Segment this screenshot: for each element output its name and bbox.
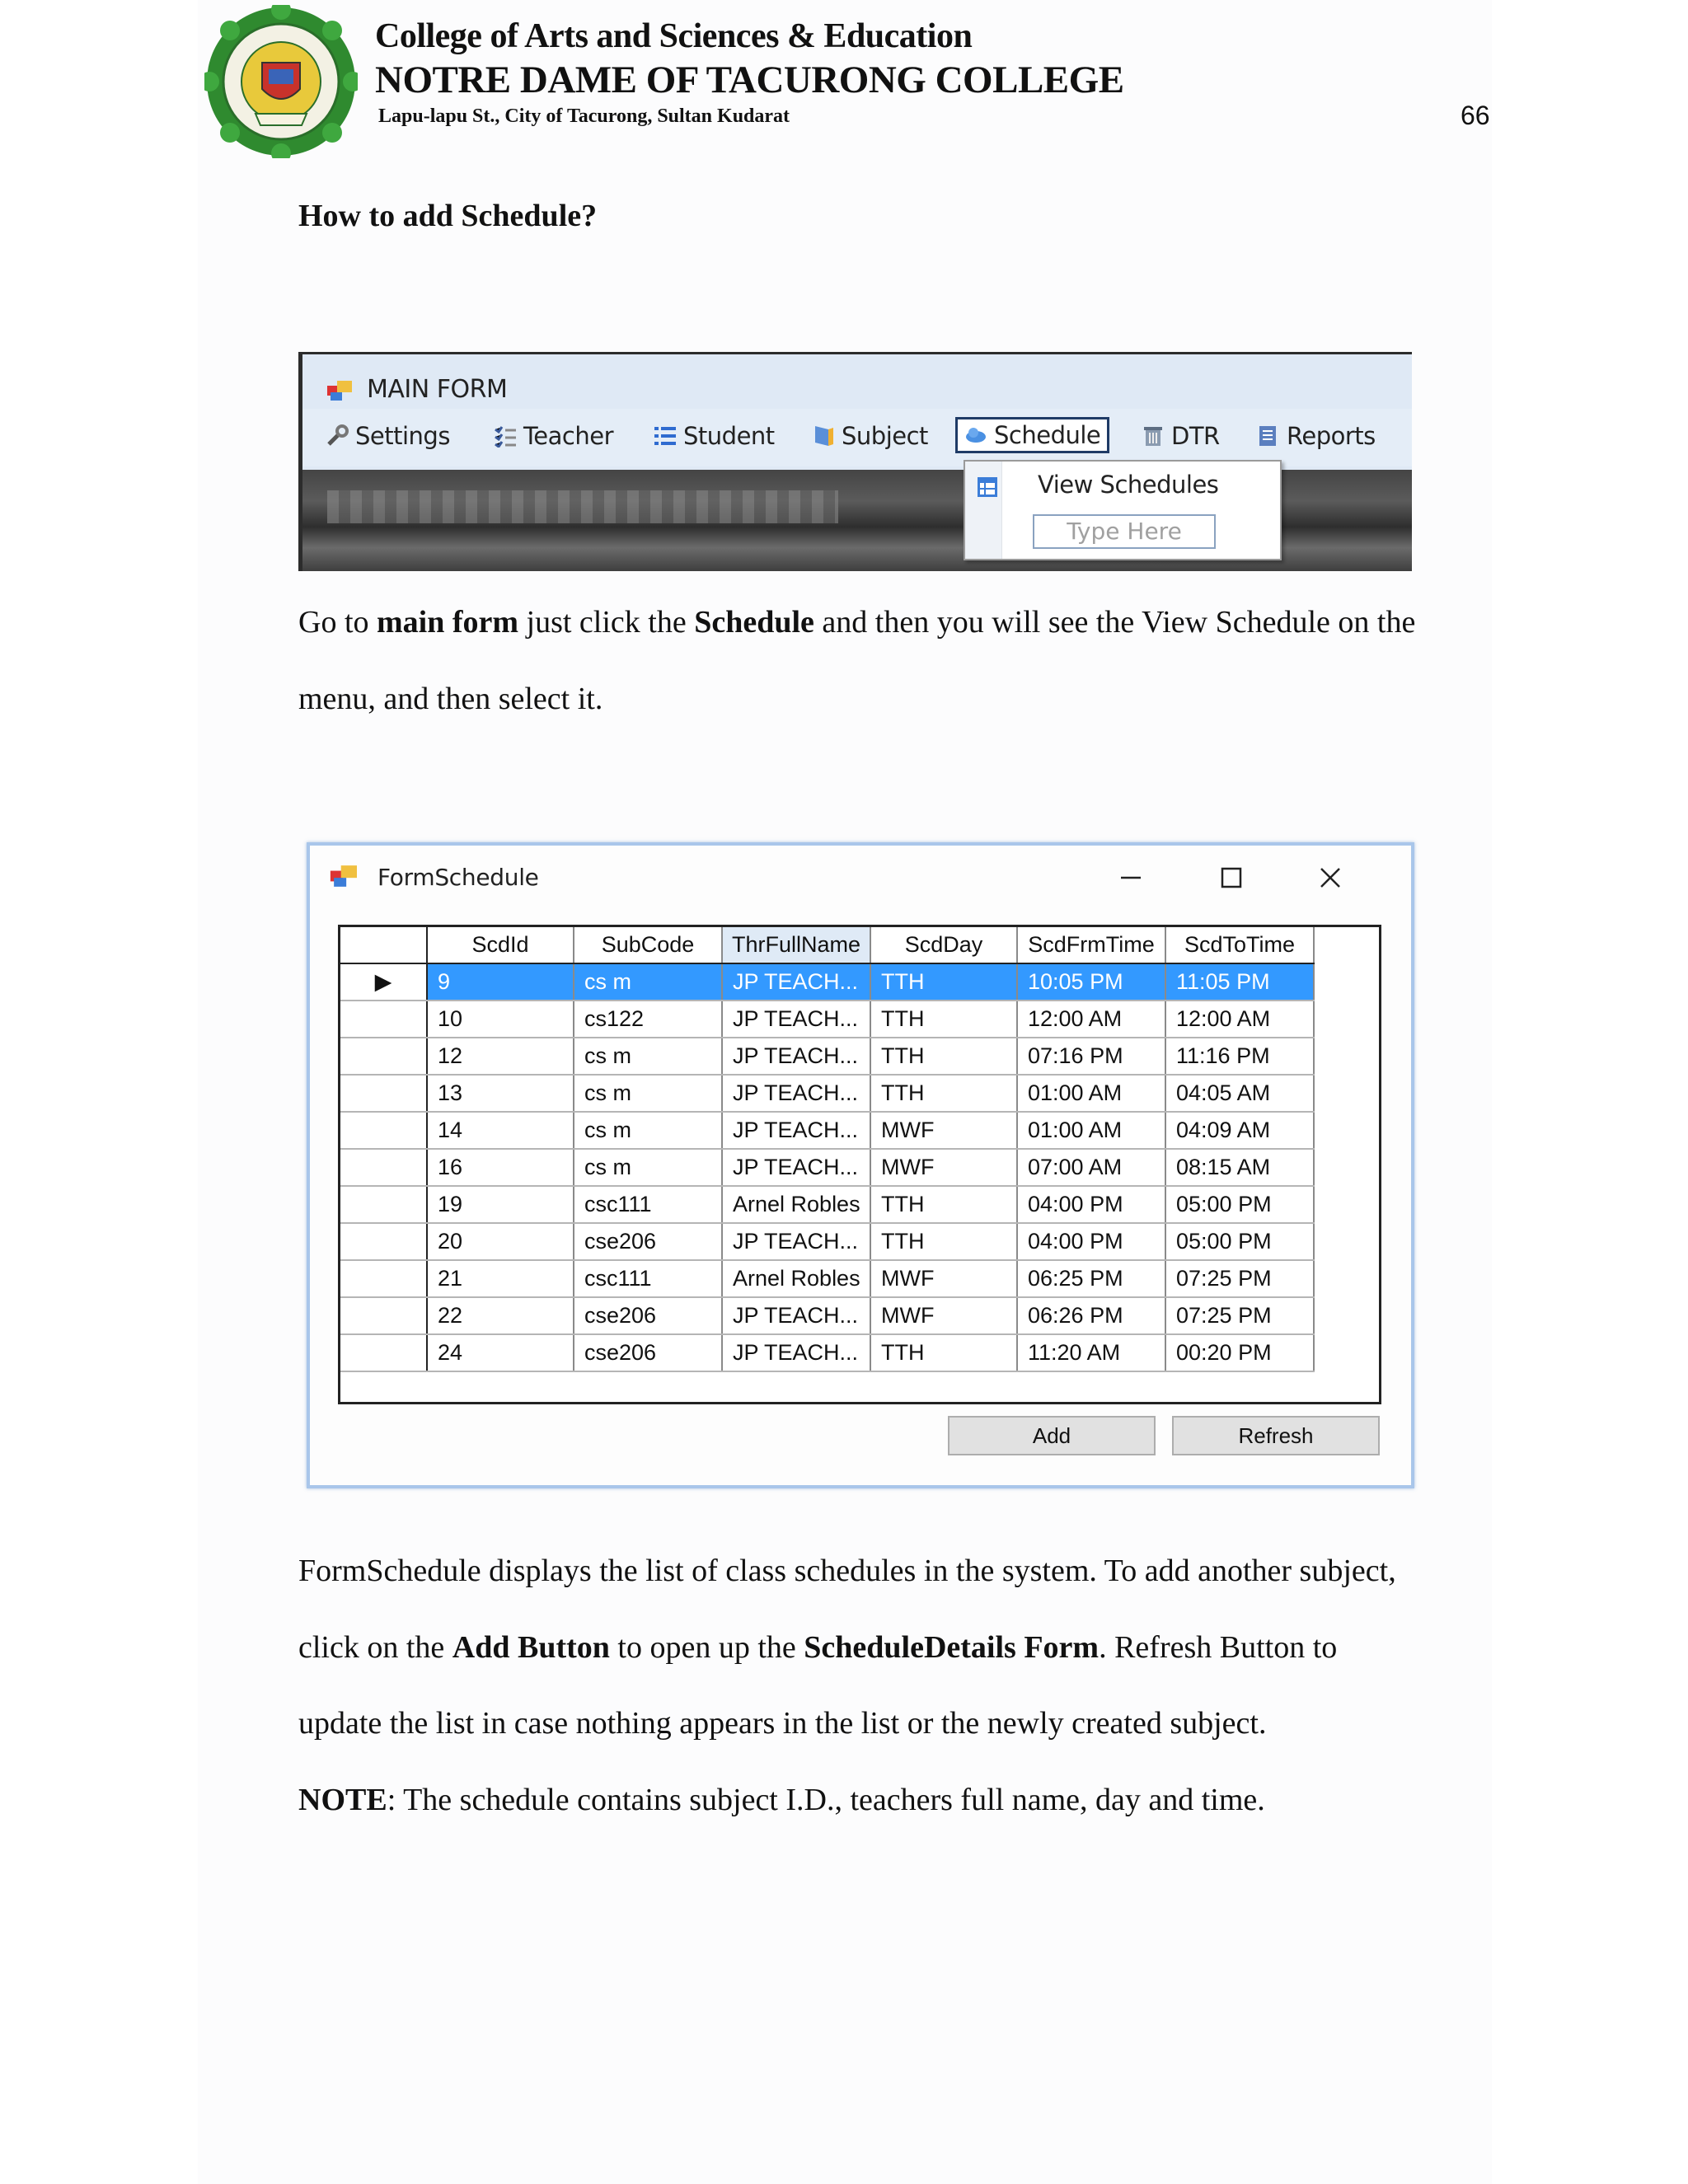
cell-subcode[interactable]: cs m xyxy=(574,1075,722,1112)
cell-scdid[interactable]: 14 xyxy=(427,1112,574,1149)
cell-scdid[interactable]: 10 xyxy=(427,1001,574,1038)
cell-scdid[interactable]: 13 xyxy=(427,1075,574,1112)
column-header-subcode[interactable]: SubCode xyxy=(574,927,722,963)
close-icon xyxy=(1320,867,1341,888)
background-photo-detail xyxy=(327,490,838,523)
menu-dtr-label: DTR xyxy=(1171,422,1220,450)
cell-scdtotime[interactable]: 08:15 AM xyxy=(1165,1149,1314,1186)
menu-schedule-label: Schedule xyxy=(994,421,1101,449)
column-header-scdday[interactable]: ScdDay xyxy=(870,927,1017,963)
cell-thrfullname[interactable]: Arnel Robles xyxy=(722,1186,870,1223)
view-schedules-item[interactable]: View Schedules xyxy=(1038,471,1219,499)
list-icon xyxy=(654,424,677,448)
bold-text: main form xyxy=(377,605,519,640)
cell-scdid[interactable]: 12 xyxy=(427,1038,574,1075)
cell-thrfullname[interactable]: Arnel Robles xyxy=(722,1260,870,1297)
text: and then you will see the View Schedule on the xyxy=(814,605,1416,640)
menu-settings[interactable] xyxy=(326,420,450,452)
text: just click the xyxy=(518,605,695,640)
bold-text: Add Button xyxy=(452,1630,610,1665)
cell-scdday[interactable]: MWF xyxy=(870,1112,1017,1149)
cell-thrfullname[interactable]: JP TEACH... xyxy=(722,1075,870,1112)
cell-scdfrmtime[interactable]: 11:20 AM xyxy=(1017,1334,1165,1371)
cell-scdday[interactable]: TTH xyxy=(870,1334,1017,1371)
window-title: FormSchedule xyxy=(377,864,539,891)
table-row[interactable] xyxy=(340,1334,1314,1371)
cell-scdfrmtime[interactable]: 07:16 PM xyxy=(1017,1038,1165,1075)
college-seal-icon xyxy=(204,5,358,158)
cell-subcode[interactable]: cse206 xyxy=(574,1223,722,1260)
app-window-icon xyxy=(327,379,354,402)
header-row xyxy=(340,927,1314,963)
letterhead-college-name: NOTRE DAME OF TACURONG COLLEGE xyxy=(375,59,1124,101)
table-row[interactable] xyxy=(340,1260,1314,1297)
close-button[interactable] xyxy=(1306,857,1355,898)
cell-thrfullname[interactable]: JP TEACH... xyxy=(722,1297,870,1334)
trash-can-icon xyxy=(1142,424,1165,448)
wrench-icon xyxy=(326,424,349,448)
cell-thrfullname[interactable]: JP TEACH... xyxy=(722,1223,870,1260)
row-header[interactable] xyxy=(340,1112,427,1149)
cell-scdday[interactable]: TTH xyxy=(870,1001,1017,1038)
cell-scdtotime[interactable]: 04:05 AM xyxy=(1165,1075,1314,1112)
paragraph-2-line-3: update the list in case nothing appears in the list or the newly created subject. xyxy=(298,1706,1267,1741)
paragraph-2-line-1: FormSchedule displays the list of class schedules in the system. To add another subject, xyxy=(298,1554,1396,1588)
text: Go to xyxy=(298,605,377,640)
row-header[interactable] xyxy=(340,1038,427,1075)
cell-subcode[interactable]: cs m xyxy=(574,1149,722,1186)
cell-scdfrmtime[interactable]: 10:05 PM xyxy=(1017,963,1165,1001)
cell-thrfullname[interactable]: JP TEACH... xyxy=(722,1112,870,1149)
cell-scdid[interactable]: 16 xyxy=(427,1149,574,1186)
letterhead-college-unit: College of Arts and Sciences & Education xyxy=(375,17,973,55)
table-row[interactable] xyxy=(340,1149,1314,1186)
bold-text: Schedule xyxy=(694,605,814,640)
row-header[interactable] xyxy=(340,1001,427,1038)
row-header[interactable] xyxy=(340,1186,427,1223)
cell-thrfullname[interactable]: JP TEACH... xyxy=(722,963,870,1001)
cell-scdid[interactable]: 20 xyxy=(427,1223,574,1260)
column-header-thrfullname[interactable]: ThrFullName xyxy=(722,927,870,963)
cell-scdfrmtime[interactable]: 12:00 AM xyxy=(1017,1001,1165,1038)
row-header[interactable] xyxy=(340,1297,427,1334)
row-header[interactable] xyxy=(340,1075,427,1112)
menu-bar xyxy=(302,409,1412,466)
cell-scdtotime[interactable]: 07:25 PM xyxy=(1165,1297,1314,1334)
table-row[interactable] xyxy=(340,1297,1314,1334)
paragraph-1-line-1 xyxy=(298,604,1415,640)
cell-scdfrmtime[interactable]: 04:00 PM xyxy=(1017,1223,1165,1260)
cell-scdfrmtime[interactable]: 01:00 AM xyxy=(1017,1112,1165,1149)
note-label: NOTE xyxy=(298,1783,387,1817)
cell-scdday[interactable]: MWF xyxy=(870,1260,1017,1297)
menu-reports-label: Reports xyxy=(1287,422,1376,450)
row-header[interactable] xyxy=(340,1149,427,1186)
text: . Refresh Button to xyxy=(1099,1630,1338,1665)
menu-schedule[interactable] xyxy=(955,417,1109,453)
cell-scdday[interactable]: TTH xyxy=(870,1223,1017,1260)
cell-scdtotime[interactable]: 05:00 PM xyxy=(1165,1186,1314,1223)
menu-dtr[interactable] xyxy=(1142,420,1220,452)
cell-scdday[interactable]: MWF xyxy=(870,1149,1017,1186)
row-header[interactable] xyxy=(340,1334,427,1371)
cell-subcode[interactable]: cse206 xyxy=(574,1297,722,1334)
page-number: 66 xyxy=(1461,101,1490,130)
table-row[interactable] xyxy=(340,963,1314,1001)
row-header-corner xyxy=(340,927,427,963)
table-row[interactable] xyxy=(340,1186,1314,1223)
cell-scdid[interactable]: 22 xyxy=(427,1297,574,1334)
cell-subcode[interactable]: cs m xyxy=(574,1112,722,1149)
maximize-button[interactable] xyxy=(1207,857,1256,898)
cell-scdfrmtime[interactable]: 06:25 PM xyxy=(1017,1260,1165,1297)
cell-scdid[interactable]: 21 xyxy=(427,1260,574,1297)
main-form-screenshot xyxy=(298,352,1412,571)
cell-subcode[interactable]: cse206 xyxy=(574,1334,722,1371)
cell-scdtotime[interactable]: 12:00 AM xyxy=(1165,1001,1314,1038)
menu-subject[interactable] xyxy=(812,420,928,452)
minimize-icon xyxy=(1120,867,1142,888)
menu-teacher[interactable] xyxy=(494,420,613,452)
menu-reports[interactable] xyxy=(1257,420,1376,452)
table-icon xyxy=(977,476,998,498)
cell-scdid[interactable]: 19 xyxy=(427,1186,574,1223)
cell-scdfrmtime[interactable]: 01:00 AM xyxy=(1017,1075,1165,1112)
letterhead-address: Lapu-lapu St., City of Tacurong, Sultan Kudarat xyxy=(378,105,790,127)
cell-scdtotime[interactable]: 00:20 PM xyxy=(1165,1334,1314,1371)
form-schedule-window xyxy=(307,842,1414,1488)
menu-student-label: Student xyxy=(683,422,775,450)
cell-subcode[interactable]: cs m xyxy=(574,963,722,1001)
table-row[interactable] xyxy=(340,1001,1314,1038)
column-header-scdtotime[interactable]: ScdToTime xyxy=(1165,927,1314,963)
cell-scdid[interactable]: 24 xyxy=(427,1334,574,1371)
section-heading: How to add Schedule? xyxy=(298,199,598,233)
cell-scdfrmtime[interactable]: 04:00 PM xyxy=(1017,1186,1165,1223)
cell-subcode[interactable]: cs m xyxy=(574,1038,722,1075)
schedule-table xyxy=(340,927,1315,1372)
cell-thrfullname[interactable]: JP TEACH... xyxy=(722,1334,870,1371)
paragraph-2-line-2 xyxy=(298,1629,1337,1666)
row-selector-arrow-icon: ▶ xyxy=(340,963,427,1001)
table-row[interactable] xyxy=(340,1075,1314,1112)
text: to open up the xyxy=(609,1630,804,1665)
maximize-icon xyxy=(1221,867,1242,888)
text: click on the xyxy=(298,1630,452,1665)
type-here-input[interactable]: Type Here xyxy=(1033,514,1216,549)
cell-scdtotime[interactable]: 04:09 AM xyxy=(1165,1112,1314,1149)
checklist-icon xyxy=(494,424,517,448)
cell-scdtotime[interactable]: 05:00 PM xyxy=(1165,1223,1314,1260)
table-row[interactable] xyxy=(340,1038,1314,1075)
note-line xyxy=(298,1782,1265,1818)
table-row[interactable] xyxy=(340,1223,1314,1260)
cell-scdtotime[interactable]: 11:05 PM xyxy=(1165,963,1314,1001)
cell-subcode[interactable]: csc111 xyxy=(574,1186,722,1223)
menu-settings-label: Settings xyxy=(355,422,450,450)
cell-scdid[interactable]: 9 xyxy=(427,963,574,1001)
note-text: : The schedule contains subject I.D., teachers full name, day and time. xyxy=(387,1783,1265,1817)
cell-scdtotime[interactable]: 07:25 PM xyxy=(1165,1260,1314,1297)
report-icon xyxy=(1257,424,1280,448)
row-header[interactable] xyxy=(340,1223,427,1260)
cell-scdday[interactable]: TTH xyxy=(870,1038,1017,1075)
cell-thrfullname[interactable]: JP TEACH... xyxy=(722,1001,870,1038)
cell-scdday[interactable]: MWF xyxy=(870,1297,1017,1334)
menu-teacher-label: Teacher xyxy=(523,422,613,450)
row-header[interactable] xyxy=(340,1260,427,1297)
table-row[interactable] xyxy=(340,1112,1314,1149)
book-icon xyxy=(812,424,835,448)
add-button[interactable]: Add xyxy=(948,1416,1156,1455)
cell-scdtotime[interactable]: 11:16 PM xyxy=(1165,1038,1314,1075)
cell-scdfrmtime[interactable]: 06:26 PM xyxy=(1017,1297,1165,1334)
menu-subject-label: Subject xyxy=(842,422,928,450)
app-window-icon xyxy=(330,864,359,888)
schedule-data-grid[interactable] xyxy=(338,925,1381,1404)
cell-scdday[interactable]: TTH xyxy=(870,1075,1017,1112)
cell-subcode[interactable]: csc111 xyxy=(574,1260,722,1297)
cell-thrfullname[interactable]: JP TEACH... xyxy=(722,1149,870,1186)
bold-text: ScheduleDetails Form xyxy=(804,1630,1100,1665)
cell-scdday[interactable]: TTH xyxy=(870,963,1017,1001)
schedule-dropdown-menu xyxy=(964,460,1282,560)
cell-scdday[interactable]: TTH xyxy=(870,1186,1017,1223)
column-header-scdfrmtime[interactable]: ScdFrmTime xyxy=(1017,927,1165,963)
cell-subcode[interactable]: cs122 xyxy=(574,1001,722,1038)
main-form-title: MAIN FORM xyxy=(367,375,508,404)
minimize-button[interactable] xyxy=(1106,857,1156,898)
menu-student[interactable] xyxy=(654,420,775,452)
column-header-scdid[interactable]: ScdId xyxy=(427,927,574,963)
paragraph-1-line-2: menu, and then select it. xyxy=(298,682,603,716)
cell-thrfullname[interactable]: JP TEACH... xyxy=(722,1038,870,1075)
cell-scdfrmtime[interactable]: 07:00 AM xyxy=(1017,1149,1165,1186)
cloud-icon xyxy=(964,424,987,447)
refresh-button[interactable]: Refresh xyxy=(1172,1416,1380,1455)
